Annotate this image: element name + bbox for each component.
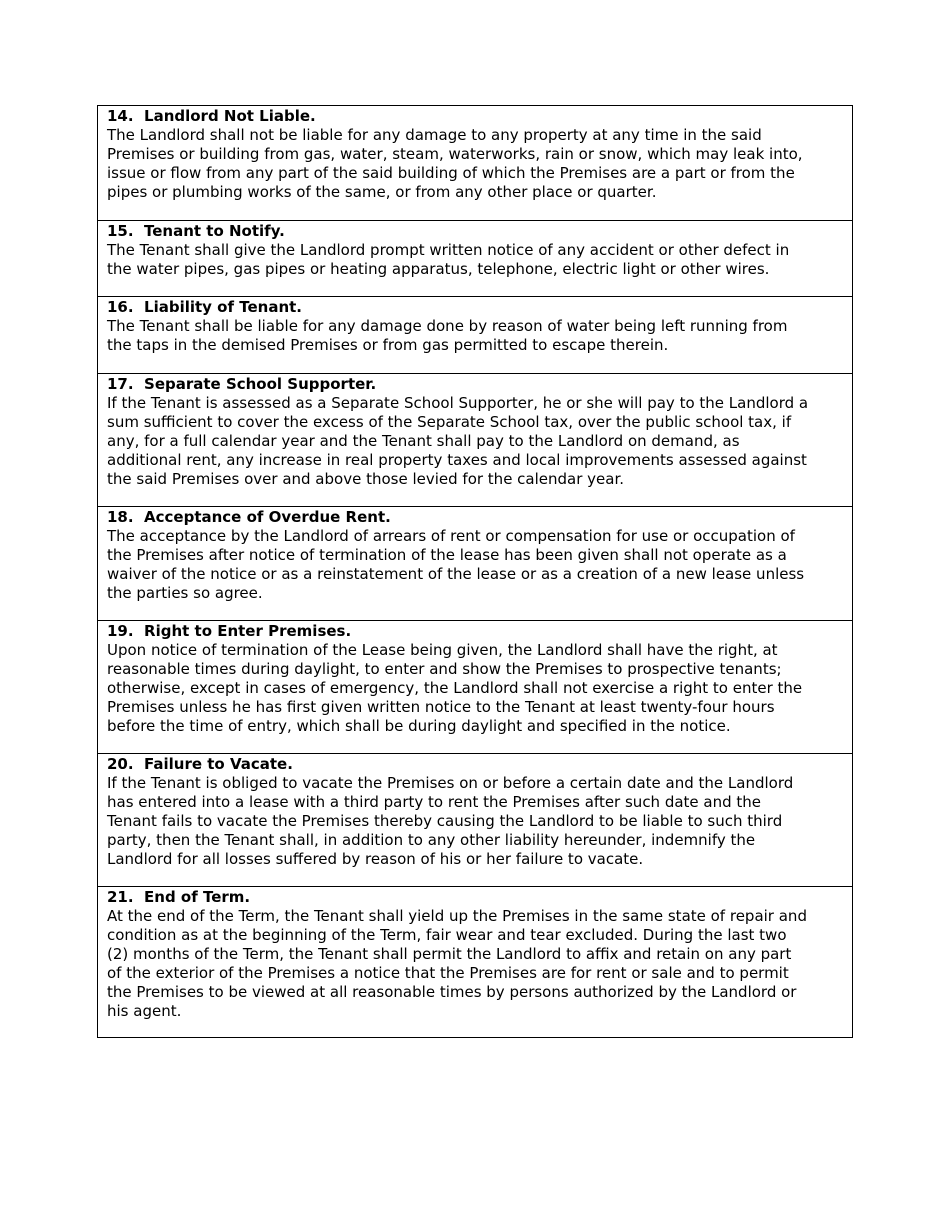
clause-line: additional rent, any increase in real property taxes and local improvements assessed against [107, 450, 807, 469]
clause-line: At the end of the Term, the Tenant shall yield up the Premises in the same state of repair and [107, 907, 807, 925]
clause-heading: 15. Tenant to Notify. [107, 222, 285, 240]
clause-line: of the exterior of the Premises a notice that the Premises are for rent or sale and to permit [107, 963, 789, 982]
clause-18-acceptance-of-overdue-rent [98, 506, 852, 620]
clause-line: (2) months of the Term, the Tenant shall permit the Landlord to affix and retain on any part [107, 944, 792, 963]
clause-line: the parties so agree. [107, 583, 263, 602]
clause-heading: 16. Liability of Tenant. [107, 298, 302, 316]
clause-line: any, for a full calendar year and the Tenant shall pay to the Landlord on demand, as [107, 431, 740, 450]
clause-line: the Premises after notice of termination of the lease has been given shall not operate as a [107, 545, 787, 564]
clause-line: Tenant fails to vacate the Premises thereby causing the Landlord to be liable to such third [107, 811, 783, 830]
clause-body [107, 527, 844, 603]
clause-line: the taps in the demised Premises or from gas permitted to escape therein. [107, 335, 669, 354]
clause-line: The Landlord shall not be liable for any damage to any property at any time in the said [107, 126, 762, 144]
clause-line: condition as at the beginning of the Term, fair wear and tear excluded. During the last two [107, 925, 787, 944]
clause-19-right-to-enter-premises [98, 620, 852, 753]
clause-line: party, then the Tenant shall, in addition to any other liability hereunder, indemnify the [107, 830, 756, 849]
clause-line: The Tenant shall give the Landlord prompt written notice of any accident or other defect in [107, 241, 790, 259]
clause-heading: 21. End of Term. [107, 888, 251, 906]
clause-heading: 18. Acceptance of Overdue Rent. [107, 508, 391, 526]
clause-body [107, 317, 844, 355]
clause-heading: 14. Landlord Not Liable. [107, 107, 316, 125]
clause-heading: 17. Separate School Supporter. [107, 375, 377, 393]
clause-line: sum sufficient to cover the excess of the Separate School tax, over the public school tax, if [107, 412, 792, 431]
clause-line: issue or flow from any part of the said building of which the Premises are a part or from the [107, 163, 795, 182]
clause-20-failure-to-vacate [98, 753, 852, 886]
clause-body [107, 907, 844, 1020]
clause-body [107, 394, 844, 489]
clause-line: waiver of the notice or as a reinstatement of the lease or as a creation of a new lease unless [107, 564, 805, 583]
clause-line: Premises or building from gas, water, steam, waterworks, rain or snow, which may leak into, [107, 144, 803, 163]
clause-15-tenant-to-notify [98, 220, 852, 296]
clause-heading: 20. Failure to Vacate. [107, 755, 293, 773]
clause-line: the water pipes, gas pipes or heating apparatus, telephone, electric light or other wires. [107, 259, 770, 278]
clause-body [107, 241, 844, 279]
clause-14-landlord-not-liable [98, 106, 852, 220]
clause-body [107, 126, 844, 202]
clause-16-liability-of-tenant [98, 296, 852, 373]
clause-line: has entered into a lease with a third party to rent the Premises after such date and the [107, 792, 762, 811]
clause-line: his agent. [107, 1001, 182, 1020]
clause-line: If the Tenant is obliged to vacate the Premises on or before a certain date and the Landlord [107, 774, 794, 792]
clause-line: the Premises to be viewed at all reasonable times by persons authorized by the Landlord or [107, 982, 797, 1001]
clause-heading: 19. Right to Enter Premises. [107, 622, 352, 640]
clause-body [107, 641, 844, 736]
clause-line: Landlord for all losses suffered by reason of his or her failure to vacate. [107, 849, 644, 868]
clause-line: Upon notice of termination of the Lease being given, the Landlord shall have the right, at [107, 641, 778, 659]
clause-line: otherwise, except in cases of emergency, the Landlord shall not exercise a right to enter the [107, 678, 803, 697]
clause-line: pipes or plumbing works of the same, or from any other place or quarter. [107, 182, 657, 201]
clause-line: The acceptance by the Landlord of arrears of rent or compensation for use or occupation of [107, 527, 795, 545]
clause-line: Premises unless he has first given written notice to the Tenant at least twenty-four hours [107, 697, 775, 716]
clause-21-end-of-term [98, 886, 852, 1037]
clause-17-separate-school-supporter [98, 373, 852, 506]
clause-line: before the time of entry, which shall be during daylight and specified in the notice. [107, 716, 731, 735]
clause-line: reasonable times during daylight, to enter and show the Premises to prospective tenants; [107, 659, 782, 678]
clause-body [107, 774, 844, 869]
clause-line: The Tenant shall be liable for any damage done by reason of water being left running from [107, 317, 788, 335]
clause-line: If the Tenant is assessed as a Separate School Supporter, he or she will pay to the Landlord a [107, 394, 809, 412]
lease-clauses-table [97, 105, 853, 1038]
clause-line: the said Premises over and above those levied for the calendar year. [107, 469, 625, 488]
